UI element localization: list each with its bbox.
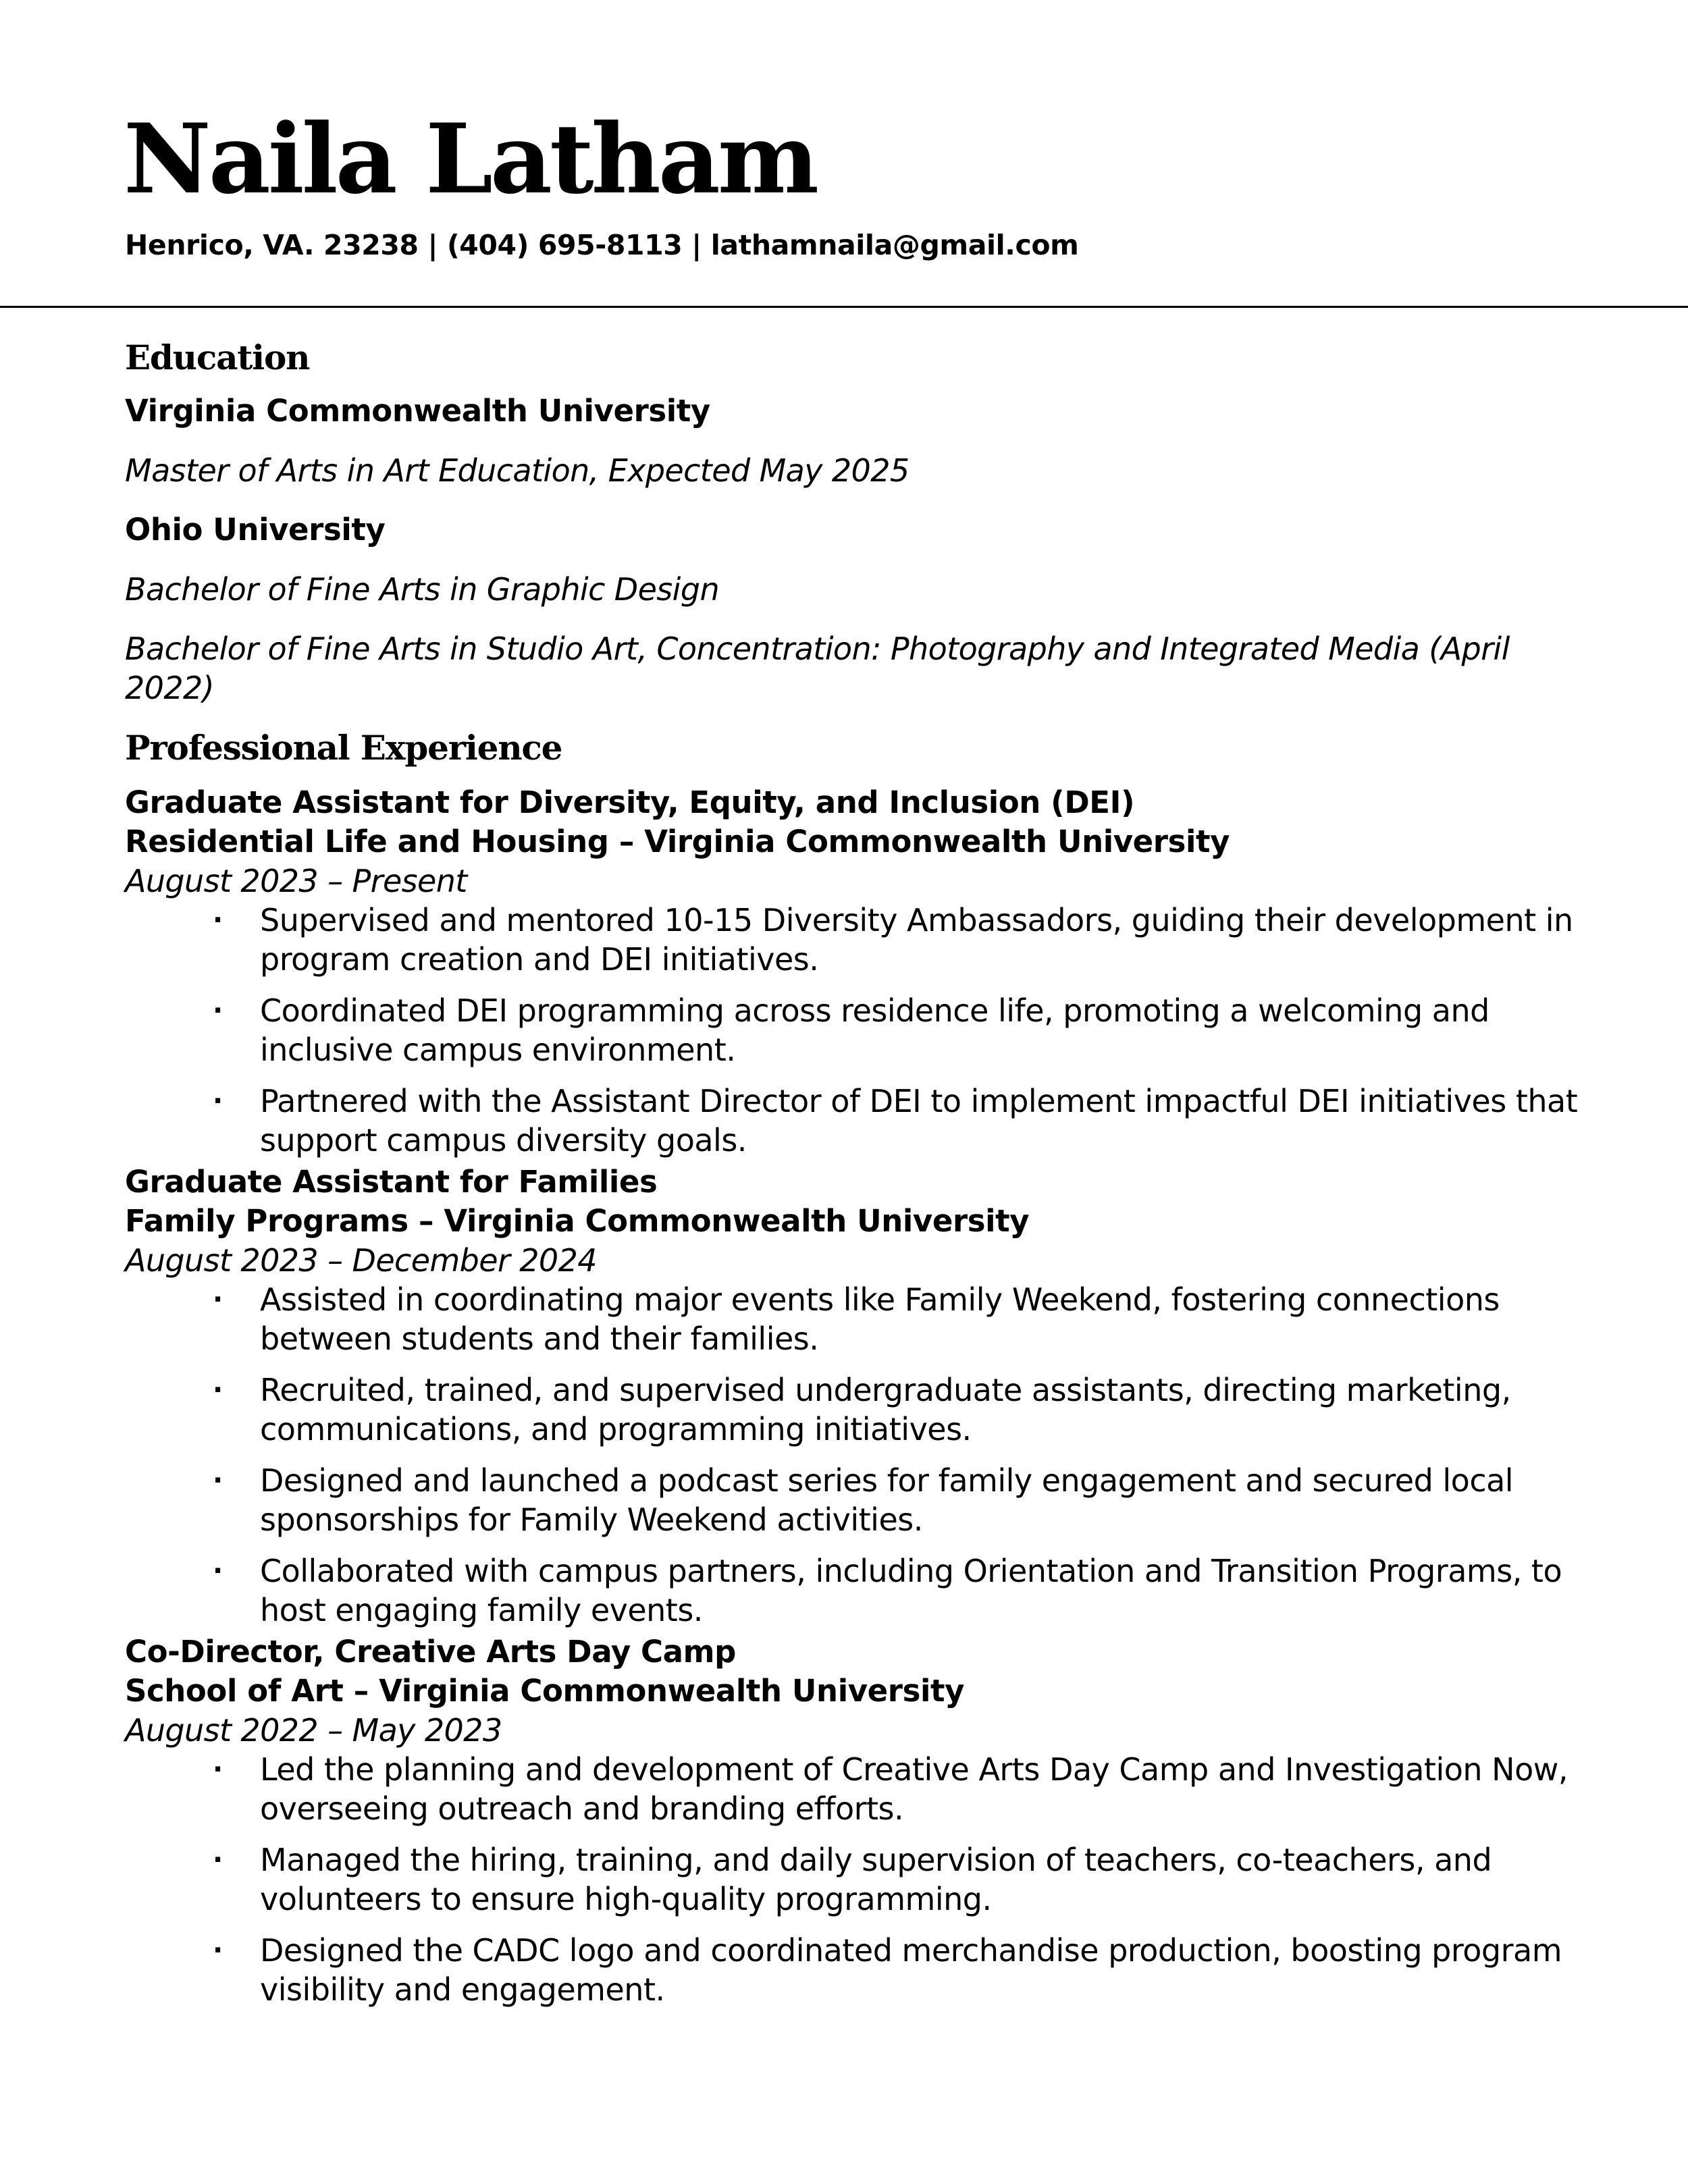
job-entry [125,1163,1590,1630]
candidate-name: Naila Latham [124,103,817,215]
bullet-icon: · [213,1555,223,1587]
job-dates: August 2023 – December 2024 [125,1242,597,1279]
job-bullets [125,1280,1590,1630]
bullet-icon: · [213,1754,223,1785]
list-item [125,901,1597,979]
bullet-icon: · [213,1465,223,1496]
bullet-text: Led the planning and development of Creative Arts Day Camp and Investigation Now, overseeing outreach and branding efforts. [260,1751,1568,1827]
education-section [125,335,1590,708]
education-list [125,392,1590,708]
job-bullets [125,901,1590,1160]
list-item [125,991,1597,1069]
bullet-text: Assisted in coordinating major events like Family Weekend, fostering connections between students and their families. [260,1281,1500,1357]
experience-section [125,725,1590,2009]
list-item [125,1461,1597,1539]
bullet-text: Designed and launched a podcast series for family engagement and secured local sponsorships for Family Weekend activities. [260,1462,1514,1538]
job-title: Graduate Assistant for Families [125,1164,658,1200]
job-organization: School of Art – Virginia Commonwealth University [125,1673,965,1709]
bullet-text: Collaborated with campus partners, including Orientation and Transition Programs, to host engaging family events. [260,1553,1562,1628]
job-title: Co-Director, Creative Arts Day Camp [125,1634,736,1670]
school-name: Ohio University [125,512,386,548]
job-entry [125,1632,1590,2009]
job-bullets [125,1750,1590,2009]
school-name: Virginia Commonwealth University [125,393,710,429]
list-item [125,1370,1597,1449]
bullet-text: Supervised and mentored 10-15 Diversity Ambassadors, guiding their development in program creation and DEI initiatives. [260,902,1573,978]
bullet-icon: · [213,995,223,1026]
degree: Master of Arts in Art Education, Expected May 2025 [125,452,909,489]
experience-heading: Professional Experience [125,728,562,768]
bullet-icon: · [213,1935,223,1966]
bullet-text: Designed the CADC logo and coordinated merchandise production, boosting program visibility and engagement. [260,1932,1562,2008]
job-title: Graduate Assistant for Diversity, Equity, and Inclusion (DEI) [125,784,1135,820]
education-heading: Education [125,338,310,377]
degree: Bachelor of Fine Arts in Graphic Design [125,571,720,608]
list-item [125,1931,1597,2009]
bullet-icon: · [213,1844,223,1875]
list-item [125,1840,1597,1919]
bullet-icon: · [213,1086,223,1117]
job-organization: Residential Life and Housing – Virginia Commonwealth University [125,824,1230,859]
degree: Bachelor of Fine Arts in Studio Art, Concentration: Photography and Integrated Media (April 2022) [125,631,1510,706]
bullet-icon: · [213,905,223,936]
job-entry [125,783,1590,1160]
list-item [125,1280,1597,1358]
job-dates: August 2023 – Present [125,863,467,899]
bullet-icon: · [213,1284,223,1315]
list-item [125,1551,1597,1630]
list-item [125,1750,1597,1828]
list-item [125,1082,1597,1160]
contact-info: Henrico, VA. 23238 | (404) 695-8113 | lathamnaila@gmail.com [125,229,1079,261]
bullet-icon: · [213,1375,223,1406]
bullet-text: Managed the hiring, training, and daily supervision of teachers, co-teachers, and volunteers to ensure high-quality programming. [260,1842,1492,1917]
bullet-text: Recruited, trained, and supervised undergraduate assistants, directing marketing, communications, and programming initiatives. [260,1372,1511,1447]
bullet-text: Coordinated DEI programming across residence life, promoting a welcoming and inclusive campus environment. [260,992,1489,1068]
bullet-text: Partnered with the Assistant Director of DEI to implement impactful DEI initiatives that support campus diversity goals. [260,1083,1578,1158]
job-organization: Family Programs – Virginia Commonwealth University [125,1203,1030,1239]
resume-body [125,335,1590,2009]
header-divider [0,306,1688,308]
job-dates: August 2022 – May 2023 [125,1712,502,1749]
